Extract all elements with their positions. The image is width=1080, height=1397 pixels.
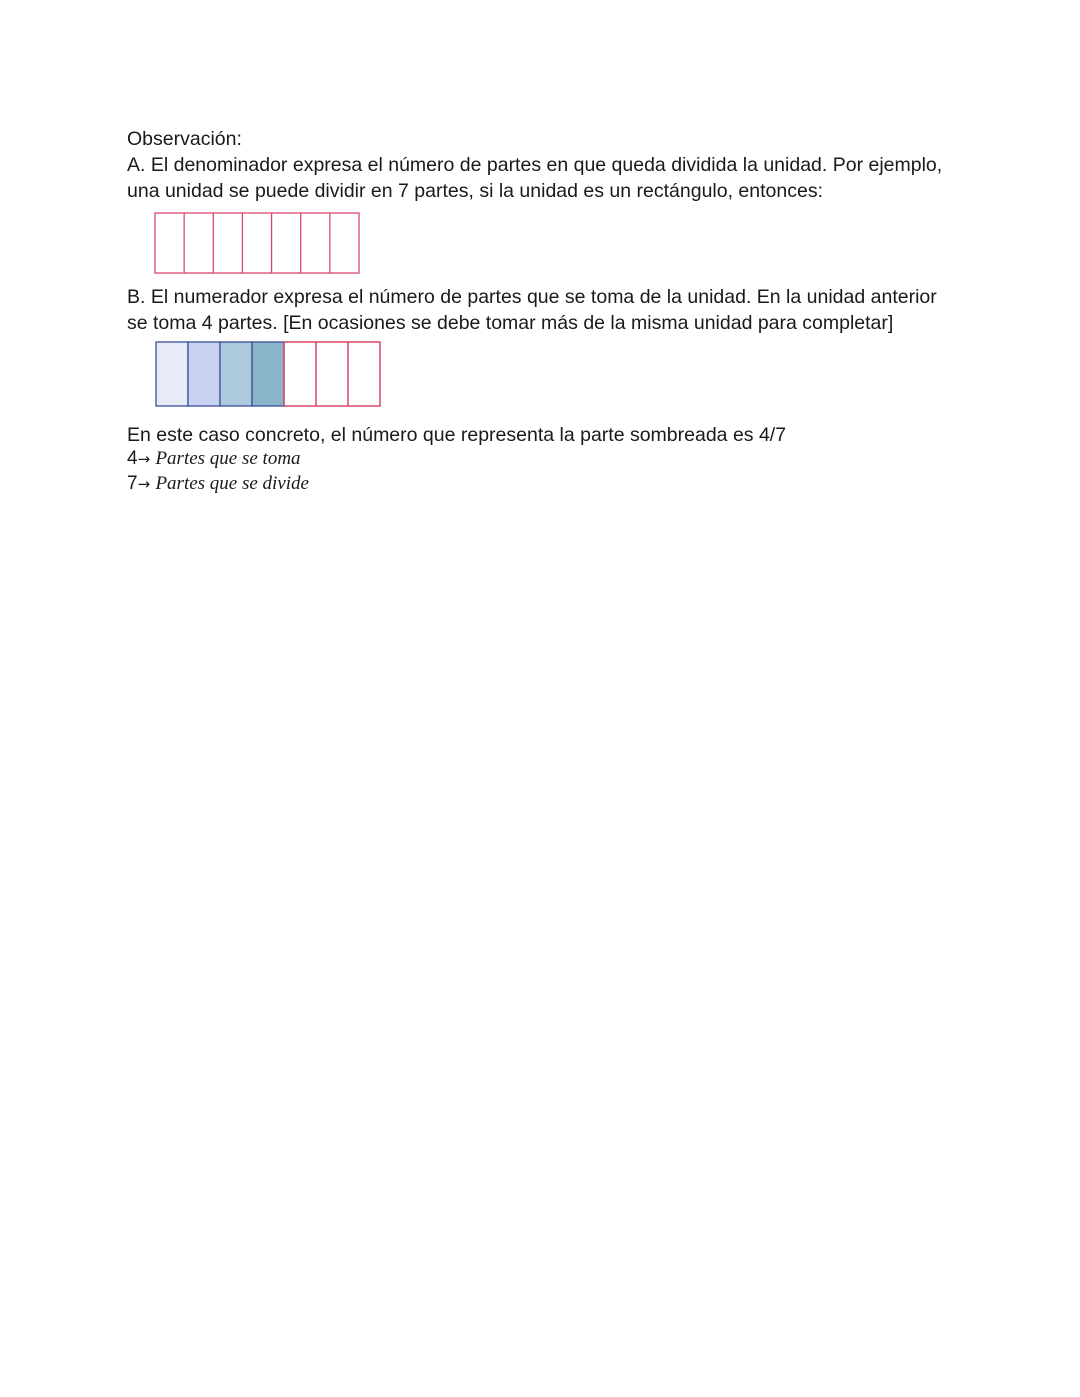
denominator-explanation (127, 472, 309, 496)
unit-rectangle-outline (155, 213, 359, 273)
numerator-explanation (127, 447, 301, 471)
paragraph-b-line-1: B. El numerador expresa el número de partes que se toma de la unidad. En la unidad anterior (127, 286, 937, 308)
arrow-icon: → (137, 475, 151, 493)
shaded-part (188, 342, 220, 406)
unit-rectangle-divided-diagram (150, 208, 365, 278)
shaded-part (220, 342, 252, 406)
denominator-label: Partes que se divide (155, 473, 309, 494)
conclusion-text: En este caso concreto, el número que representa la parte sombreada es 4/7 (127, 424, 787, 446)
paragraph-a-line-2: una unidad se puede dividir en 7 partes, si la unidad es un rectángulo, entonces: (127, 180, 823, 202)
unshaded-part (348, 342, 380, 406)
unshaded-part (316, 342, 348, 406)
arrow-icon: → (137, 450, 151, 468)
unshaded-outline (284, 342, 380, 406)
numerator-value: 4 (127, 448, 138, 469)
unshaded-part (284, 342, 316, 406)
paragraph-a-line-1: A. El denominador expresa el número de partes en que queda dividida la unidad. Por ejemplo, (127, 154, 943, 176)
observation-heading: Observación: (127, 128, 242, 150)
numerator-label: Partes que se toma (155, 448, 301, 469)
shaded-part (156, 342, 188, 406)
shaded-fraction-diagram (150, 336, 386, 412)
paragraph-b-line-2: se toma 4 partes. [En ocasiones se debe tomar más de la misma unidad para completar] (127, 312, 894, 334)
shaded-part (252, 342, 284, 406)
denominator-value: 7 (127, 473, 138, 494)
